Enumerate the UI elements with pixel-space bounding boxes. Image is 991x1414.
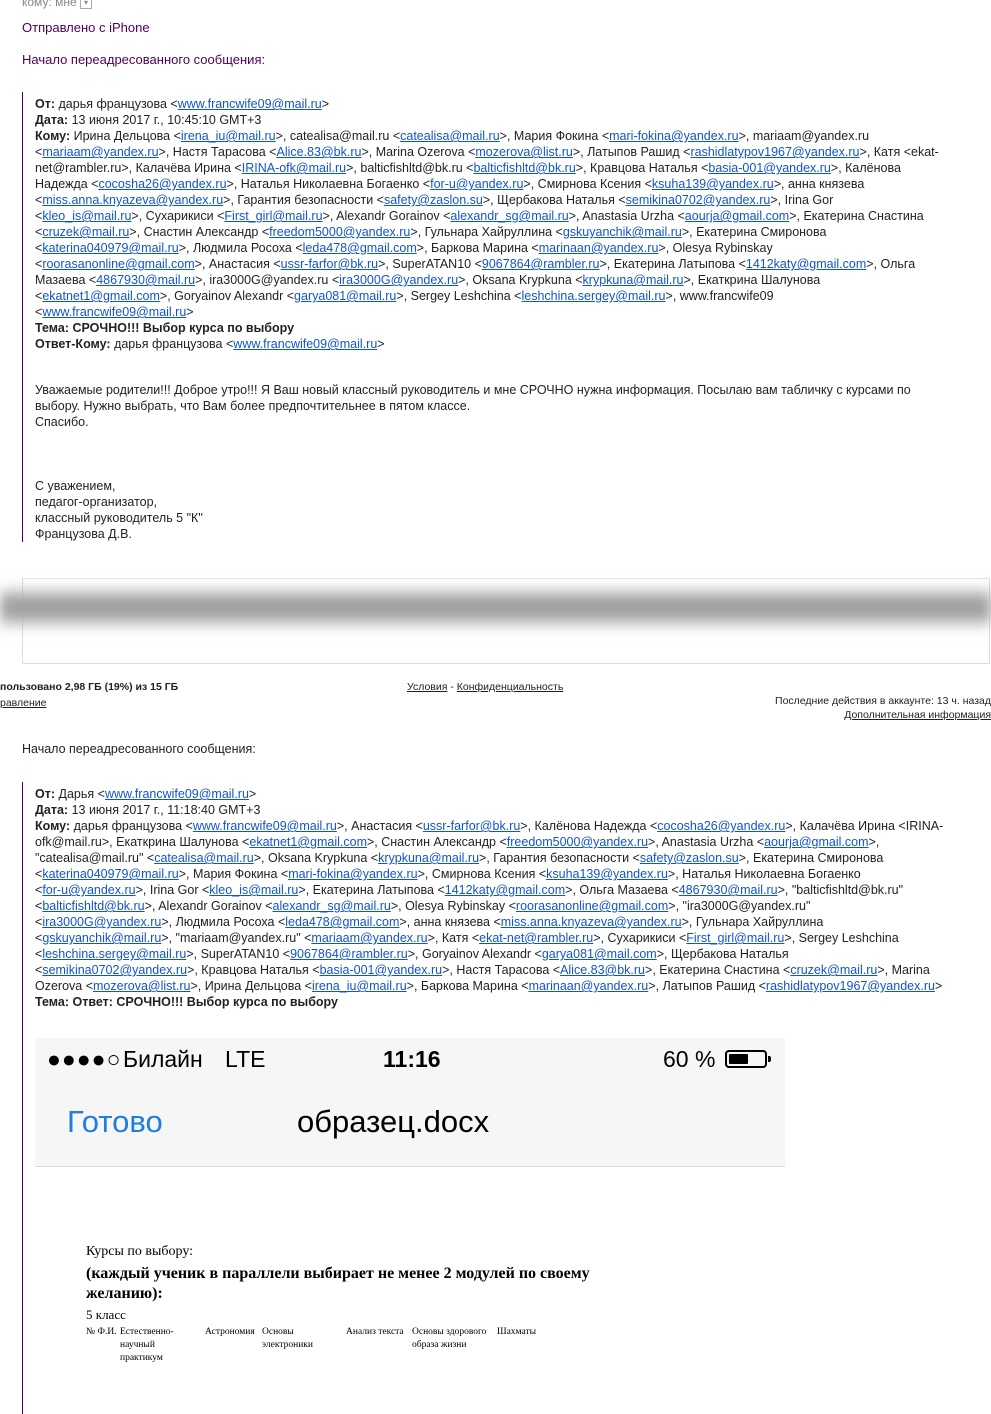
done-button[interactable]: Готово bbox=[67, 1104, 163, 1139]
col-healthy-lifestyle: Основы здорового образа жизни bbox=[412, 1327, 487, 1350]
recipient-email-link[interactable]: 1412katy@gmail.com bbox=[444, 883, 566, 897]
to-me-label[interactable] bbox=[22, 0, 92, 9]
recipient-email-link[interactable]: ekatnet1@gmail.com bbox=[42, 289, 160, 303]
recipient-email-link[interactable]: ussr-farfor@bk.ru bbox=[280, 257, 379, 271]
recipient-email-link[interactable]: First_girl@mail.ru bbox=[686, 931, 785, 945]
recipient-email-link[interactable]: freedom5000@yandex.ru bbox=[506, 835, 649, 849]
recipient-email-link[interactable]: leda478@gmail.com bbox=[302, 241, 417, 255]
recipient-email-link[interactable]: mari-fokina@yandex.ru bbox=[288, 867, 418, 881]
recipient-email-link[interactable]: for-u@yandex.ru bbox=[42, 883, 136, 897]
terms-link[interactable]: Условия bbox=[407, 681, 448, 693]
fwd1-from-email[interactable]: www.francwife09@mail.ru bbox=[177, 97, 322, 111]
recipient-email-link[interactable]: rashidlatypov1967@yandex.ru bbox=[765, 979, 935, 993]
recipient-email-link[interactable]: krypkuna@mail.ru bbox=[582, 273, 684, 287]
footer-links: Условия - Конфиденциальность bbox=[407, 681, 564, 693]
recipient-email-link[interactable]: krypkuna@mail.ru bbox=[378, 851, 480, 865]
fwd1-from: От: дарья французова <www.francwife09@mail.ru> bbox=[35, 97, 330, 111]
recipient-email-link[interactable]: gskuyanchik@mail.ru bbox=[42, 931, 162, 945]
signal-icon: ●●●●○ bbox=[47, 1046, 122, 1072]
recipient-email-link[interactable]: katerina040979@mail.ru bbox=[42, 867, 179, 881]
fwd1-to: Кому: Ирина Дельцова <irena_iu@mail.ru>, catealisa@mail.ru <catealisa@mail.ru>, Мария Фокина <mari-fokina@yandex.ru>, mariaam@yandex.ru <mariaam@yandex.ru>, Настя Тарасова <Alice.83@bk.ru>, Marina Ozerova <mozerova@list.ru>, Латыпов Рашид <rashidlatypov1967@yandex.ru>, Катя <ekat- net@rambler.ru>, Калачёва Ирина <IRINA-ofk@mail.ru>, balticfishltd@bk.ru <balticfishltd@bk.ru>, Кравцова Наталья <basia-001@yandex.ru>, Калёнова Надежда <cocosha26@yandex.ru>, Наталья Николаевна Богаенко <for-u@yandex.ru>, Смирнова Ксения <ksuha139@yandex.ru>, анна князева <miss.anna.knyazeva@yandex.ru>, Гарантия безопасности <safety@zaslon.su>, Щербакова Наталья <semikina0702@yandex.ru>, Irina Gor <kleo_is@mail.ru>, Сухарикиси <First_girl@mail.ru>, Alexandr Gorainov <alexandr_sg@mail.ru>, Anastasia Urzha <aourja@gmail.com>, Екатерина Снастина <cruzek@mail.ru>, Снастин Александр <freedom5000@yandex.ru>, Гульнара Хайруллина <gskuyanchik@mail.ru>, Екатерина Смиронова <katerina040979@mail.ru>, Людмила Росоха <leda478@gmail.com>, Баркова Марина <marinaan@yandex.ru>, Olesya Rybinskay <roorasanonline@gmail.com>, Анастасия <ussr-farfor@bk.ru>, SuperATAN10 <9067864@rambler.ru>, Екатерина Латыпова <1412katy@gmail.com>, Ольга Мазаева <4867930@mail.ru>, ira3000G@yandex.ru <ira3000G@yandex.ru>, Oksana Krypkuna <krypkuna@mail.ru>, Екаткрина Шалунова <ekatnet1@gmail.com>, Goryainov Alexandr <garya081@mail.ru>, Sergey Leshchina <leshchina.sergey@mail.ru>, www.francwife09 <www.francwife09@mail.ru> bbox=[35, 129, 939, 319]
recipient-email-link[interactable]: balticfishltd@bk.ru bbox=[42, 899, 145, 913]
recipient-email-link[interactable]: semikina0702@yandex.ru bbox=[42, 963, 188, 977]
col-name: № Ф.И. bbox=[86, 1327, 117, 1337]
recipient-email-link[interactable]: cruzek@mail.ru bbox=[790, 963, 878, 977]
recipient-email-link[interactable]: alexandr_sg@mail.ru bbox=[450, 209, 569, 223]
recipient-email-link[interactable]: ekatnet1@gmail.com bbox=[249, 835, 367, 849]
recipient-email-link[interactable]: roorasanonline@gmail.com bbox=[515, 899, 669, 913]
phone-screenshot-header bbox=[35, 1038, 785, 1167]
recipient-email-link[interactable]: miss.anna.knyazeva@yandex.ru bbox=[500, 915, 682, 929]
recipient-email-link[interactable]: garya081@mail.ru bbox=[294, 289, 397, 303]
recipient-email-link[interactable]: ira3000G@yandex.ru bbox=[42, 915, 162, 929]
carrier-name: Билайн bbox=[123, 1046, 203, 1072]
recipient-email-link[interactable]: cocosha26@yandex.ru bbox=[657, 819, 786, 833]
recipient-email-link[interactable]: Alice.83@bk.ru bbox=[560, 963, 646, 977]
fwd2-subject: Тема: Ответ: СРОЧНО!!! Выбор курса по выбору bbox=[35, 995, 338, 1009]
recipient-email-link[interactable]: ksuha139@yandex.ru bbox=[546, 867, 668, 881]
recipient-email-link[interactable]: ussr-farfor@bk.ru bbox=[422, 819, 521, 833]
recipient-email-link[interactable]: katerina040979@mail.ru bbox=[42, 241, 179, 255]
docx-class: 5 класс bbox=[86, 1307, 126, 1322]
phone-time: 11:16 bbox=[383, 1046, 441, 1072]
recipient-email-link[interactable]: leshchina.sergey@mail.ru bbox=[42, 947, 187, 961]
forwarded-title: Начало переадресованного сообщения: bbox=[22, 52, 266, 67]
privacy-link[interactable]: Конфиденциальность bbox=[456, 681, 564, 693]
recipient-email-link[interactable]: cruzek@mail.ru bbox=[42, 225, 130, 239]
manage-link[interactable]: равление bbox=[0, 697, 47, 709]
recipient-email-link[interactable]: gskuyanchik@mail.ru bbox=[562, 225, 682, 239]
docx-heading: Курсы по выбору: bbox=[86, 1244, 194, 1259]
recipient-email-link[interactable]: kleo_is@mail.ru bbox=[209, 883, 299, 897]
recipient-email-link[interactable]: 4867930@mail.ru bbox=[678, 883, 778, 897]
battery-percent: 60 % bbox=[663, 1046, 716, 1072]
recipient-email-link[interactable]: ekat-net@rambler.ru bbox=[479, 931, 594, 945]
document-filename: образец.docx bbox=[297, 1104, 490, 1139]
col-science-practicum: Естественно-научный практикум bbox=[120, 1327, 174, 1363]
to-me-text: кому: мне bbox=[22, 0, 77, 9]
col-chess: Шахматы bbox=[497, 1327, 537, 1337]
recipient-email-link[interactable]: freedom5000@yandex.ru bbox=[269, 225, 411, 239]
fwd1-signature: С уважением, педагог-организатор, классный руководитель 5 "К" Французова Д.В. bbox=[35, 479, 203, 541]
quote-bar bbox=[22, 92, 23, 542]
recipient-email-link[interactable]: 9067864@rambler.ru bbox=[481, 257, 600, 271]
recipient-email-link[interactable]: miss.anna.knyazeva@yandex.ru bbox=[42, 193, 224, 207]
chevron-down-icon[interactable]: ▾ bbox=[80, 0, 92, 9]
recipient-email-link[interactable]: ira3000G@yandex.ru bbox=[339, 273, 459, 287]
recipient-email-link[interactable]: kleo_is@mail.ru bbox=[42, 209, 132, 223]
fwd1-date: Дата: 13 июня 2017 г., 10:45:10 GMT+3 bbox=[35, 113, 262, 127]
recipient-email-link[interactable]: mozerova@list.ru bbox=[475, 145, 573, 159]
fwd1-reply-to: Ответ-Кому: дарья французова <www.francwife09@mail.ru> bbox=[35, 337, 385, 351]
recipient-email-link[interactable]: aourja@gmail.com bbox=[764, 835, 869, 849]
recipient-email-link[interactable]: 9067864@rambler.ru bbox=[290, 947, 408, 961]
recipient-email-link[interactable]: balticfishltd@bk.ru bbox=[473, 161, 576, 175]
recipient-email-link[interactable]: garya081@mail.com bbox=[541, 947, 657, 961]
more-info-link[interactable]: Дополнительная информация bbox=[844, 709, 991, 721]
recipient-email-link[interactable]: catealisa@mail.ru bbox=[400, 129, 500, 143]
quote-bar-2 bbox=[22, 782, 23, 1414]
fwd2-date: Дата: 13 июня 2017 г., 11:18:40 GMT+3 bbox=[35, 803, 261, 817]
fwd1-reply-email[interactable]: www.francwife09@mail.ru bbox=[233, 337, 378, 351]
recipient-email-link[interactable]: leshchina.sergey@mail.ru bbox=[521, 289, 666, 303]
docx-subheading: (каждый ученик в параллели выбирает не менее 2 модулей по своему желанию): bbox=[86, 1265, 590, 1302]
col-astronomy: Астрономия bbox=[205, 1327, 255, 1337]
recipient-email-link[interactable]: marinaan@yandex.ru bbox=[528, 979, 649, 993]
recipient-email-link[interactable]: mari-fokina@yandex.ru bbox=[609, 129, 739, 143]
recipient-email-link[interactable]: safety@zaslon.su bbox=[639, 851, 739, 865]
recipient-email-link[interactable]: leda478@gmail.com bbox=[285, 915, 400, 929]
recipient-email-link[interactable]: cocosha26@yandex.ru bbox=[98, 177, 227, 191]
recipient-email-link[interactable]: mariaam@yandex.ru bbox=[42, 145, 159, 159]
fwd2-headers bbox=[35, 786, 985, 1010]
recipient-email-link[interactable]: rashidlatypov1967@yandex.ru bbox=[690, 145, 860, 159]
col-text-analysis: Анализ текста bbox=[346, 1327, 404, 1337]
storage-usage: пользовано 2,98 ГБ (19%) из 15 ГБ bbox=[0, 681, 179, 693]
last-activity: Последние действия в аккаунте: 13 ч. назад bbox=[775, 695, 991, 707]
recipient-email-link[interactable]: safety@zaslon.su bbox=[383, 193, 483, 207]
fwd2-title: Начало переадресованного сообщения: bbox=[22, 742, 256, 756]
sent-from-iphone: Отправлено с iPhone bbox=[22, 20, 150, 35]
fwd2-from-email[interactable]: www.francwife09@mail.ru bbox=[104, 787, 249, 801]
recipient-email-link[interactable]: irena_iu@mail.ru bbox=[180, 129, 276, 143]
battery-icon bbox=[725, 1050, 767, 1068]
recipient-email-link[interactable]: roorasanonline@gmail.com bbox=[42, 257, 195, 271]
recipient-email-link[interactable]: mariaam@yandex.ru bbox=[311, 931, 428, 945]
recipient-email-link[interactable]: www.francwife09@mail.ru bbox=[42, 305, 187, 319]
recipient-email-link[interactable]: ksuha139@yandex.ru bbox=[651, 177, 774, 191]
network-type: LTE bbox=[225, 1046, 266, 1072]
recipient-email-link[interactable]: 1412katy@gmail.com bbox=[745, 257, 867, 271]
recipient-email-link[interactable]: catealisa@mail.ru bbox=[154, 851, 254, 865]
recipient-email-link[interactable]: basia-001@yandex.ru bbox=[708, 161, 831, 175]
fwd2-to: Кому: дарья французова <www.francwife09@mail.ru>, Анастасия <ussr-farfor@bk.ru>, Калёнова Надежда <cocosha26@yandex.ru>, Калачёва Ирина <IRINA- ofk@mail.ru>, Екаткрина Шалунова <ekatnet1@gmail.com>, Снастин Александр <freedom5000@yandex.ru>, Anastasia Urzha <aourja@gmail.com>, "catealisa@mail.ru" <catealisa@mail.ru>, Oksana Krypkuna <krypkuna@mail.ru>, Гарантия безопасности <safety@zaslon.su>, Екатерина Смиронова <katerina040979@mail.ru>, Мария Фокина <mari-fokina@yandex.ru>, Смирнова Ксения <ksuha139@yandex.ru>, Наталья Николаевна Богаенко <for-u@yandex.ru>, Irina Gor <kleo_is@mail.ru>, Екатерина Латыпова <1412katy@gmail.com>, Ольга Мазаева <4867930@mail.ru>, "balticfishltd@bk.ru" <balticfishltd@bk.ru>, Alexandr Gorainov <alexandr_sg@mail.ru>, Olesya Rybinskay <roorasanonline@gmail.com>, "ira3000G@yandex.ru" <ira3000G@yandex.ru>, Людмила Росоха <leda478@gmail.com>, анна князева <miss.anna.knyazeva@yandex.ru>, Гульнара Хайруллина <gskuyanchik@mail.ru>, "mariaam@yandex.ru" <mariaam@yandex.ru>, Катя <ekat-net@rambler.ru>, Сухарикиси <First_girl@mail.ru>, Sergey Leshchina <leshchina.sergey@mail.ru>, SuperATAN10 <9067864@rambler.ru>, Goryainov Alexandr <garya081@mail.com>, Щербакова Наталья <semikina0702@yandex.ru>, Кравцова Наталья <basia-001@yandex.ru>, Настя Тарасова <Alice.83@bk.ru>, Екатерина Снастина <cruzek@mail.ru>, Marina Ozerova <mozerova@list.ru>, Ирина Дельцова <irena_iu@mail.ru>, Баркова Марина <marinaan@yandex.ru>, Латыпов Рашид <rashidlatypov1967@yandex.ru> bbox=[35, 819, 944, 993]
recipient-email-link[interactable]: irena_iu@mail.ru bbox=[311, 979, 407, 993]
recipient-email-link[interactable]: semikina0702@yandex.ru bbox=[625, 193, 771, 207]
recipient-email-link[interactable]: www.francwife09@mail.ru bbox=[192, 819, 337, 833]
battery-fill bbox=[729, 1054, 748, 1064]
col-electronics: Основы электроники bbox=[262, 1327, 313, 1350]
recipient-email-link[interactable]: aourja@gmail.com bbox=[684, 209, 790, 223]
recipient-email-link[interactable]: for-u@yandex.ru bbox=[430, 177, 524, 191]
recipient-email-link[interactable]: mozerova@list.ru bbox=[93, 979, 191, 993]
fwd2-from: От: Дарья <www.francwife09@mail.ru> bbox=[35, 787, 257, 801]
recipient-email-link[interactable]: IRINA-ofk@mail.ru bbox=[241, 161, 347, 175]
recipient-email-link[interactable]: basia-001@yandex.ru bbox=[319, 963, 443, 977]
fwd1-headers bbox=[35, 96, 985, 352]
recipient-email-link[interactable]: Alice.83@bk.ru bbox=[276, 145, 362, 159]
recipient-email-link[interactable]: 4867930@mail.ru bbox=[96, 273, 196, 287]
recipient-email-link[interactable]: alexandr_sg@mail.ru bbox=[272, 899, 391, 913]
fwd1-subject: Тема: СРОЧНО!!! Выбор курса по выбору bbox=[35, 321, 295, 335]
fwd1-body: Уважаемые родители!!! Доброе утро!!! Я Ваш новый классный руководитель и мне СРОЧНО нужна информация. Посылаю вам табличку с курсами по выбору. Нужно выбрать, что Вам более предпочтительнее в пятом классе. Спасибо. bbox=[35, 383, 911, 429]
recipient-email-link[interactable]: marinaan@yandex.ru bbox=[538, 241, 659, 255]
recipient-email-link[interactable]: First_girl@mail.ru bbox=[224, 209, 323, 223]
redacted-smear bbox=[0, 585, 991, 630]
battery-tip bbox=[768, 1056, 771, 1062]
